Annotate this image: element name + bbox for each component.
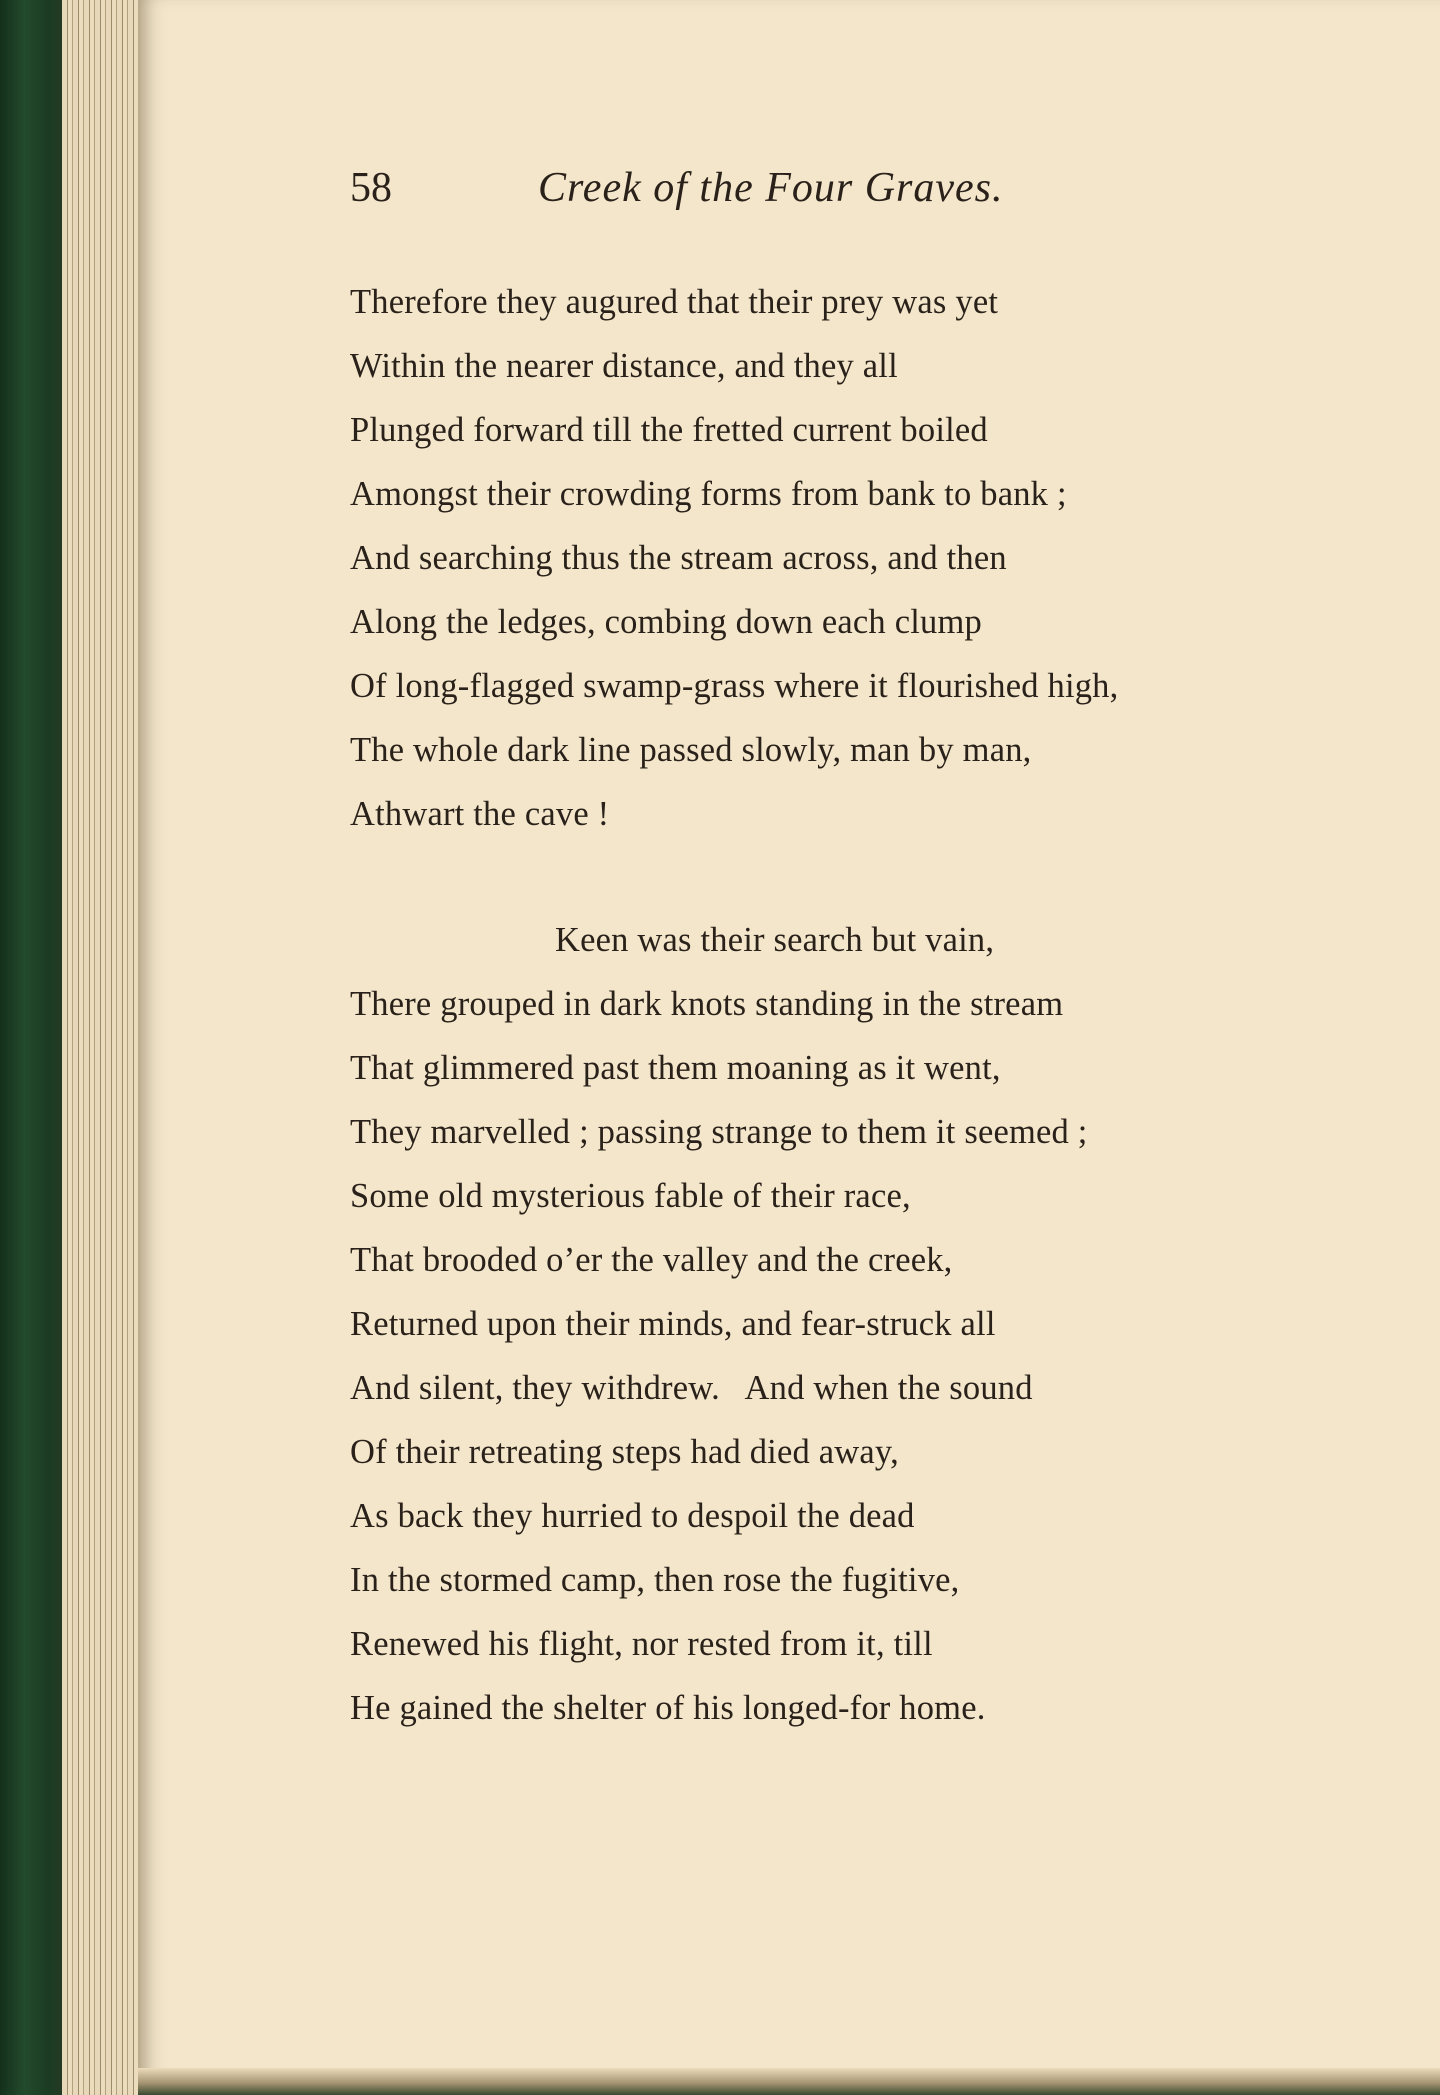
- stanza-break: [350, 846, 1310, 908]
- poem-line: The whole dark line passed slowly, man by man,: [350, 731, 1032, 769]
- poem-text: [350, 270, 1310, 1740]
- poem-line: He gained the shelter of his longed-for home.: [350, 1689, 986, 1727]
- poem-line: They marvelled ; passing strange to them it seemed ;: [350, 1113, 1088, 1151]
- poem-line: Of long-flagged swamp-grass where it flourished high,: [350, 667, 1119, 705]
- poem-line: Renewed his flight, nor rested from it, till: [350, 1625, 933, 1663]
- poem-line: And searching thus the stream across, and then: [350, 539, 1007, 577]
- poem-line: Therefore they augured that their prey was yet: [350, 283, 999, 321]
- stanza-2: [350, 908, 1310, 1740]
- poem-line: As back they hurried to despoil the dead: [350, 1497, 915, 1535]
- poem-line: And silent, they withdrew. And when the sound: [350, 1369, 1033, 1407]
- poem-line: Within the nearer distance, and they all: [350, 347, 898, 385]
- poem-line-indented: Keen was their search but vain,: [555, 921, 995, 959]
- poem-line: Returned upon their minds, and fear-struck all: [350, 1305, 996, 1343]
- poem-line: Along the ledges, combing down each clump: [350, 603, 982, 641]
- page-number: 58: [350, 165, 392, 211]
- poem-line: In the stormed camp, then rose the fugitive,: [350, 1561, 960, 1599]
- poem-line: Some old mysterious fable of their race,: [350, 1177, 911, 1215]
- poem-line: There grouped in dark knots standing in the stream: [350, 985, 1064, 1023]
- poem-line: Amongst their crowding forms from bank to bank ;: [350, 475, 1067, 513]
- stanza-1: [350, 270, 1310, 846]
- page-edges: [62, 0, 144, 2095]
- poem-line: Athwart the cave !: [350, 795, 610, 833]
- poem-line: Plunged forward till the fretted current boiled: [350, 411, 988, 449]
- page-bottom-edge: [138, 2068, 1440, 2095]
- running-header: [350, 164, 1250, 234]
- poem-line: That glimmered past them moaning as it went,: [350, 1049, 1001, 1087]
- poem-line: Of their retreating steps had died away,: [350, 1433, 899, 1471]
- poem-line: That brooded o’er the valley and the creek,: [350, 1241, 953, 1279]
- running-title: Creek of the Four Graves.: [538, 165, 1004, 211]
- book-binding: [0, 0, 70, 2095]
